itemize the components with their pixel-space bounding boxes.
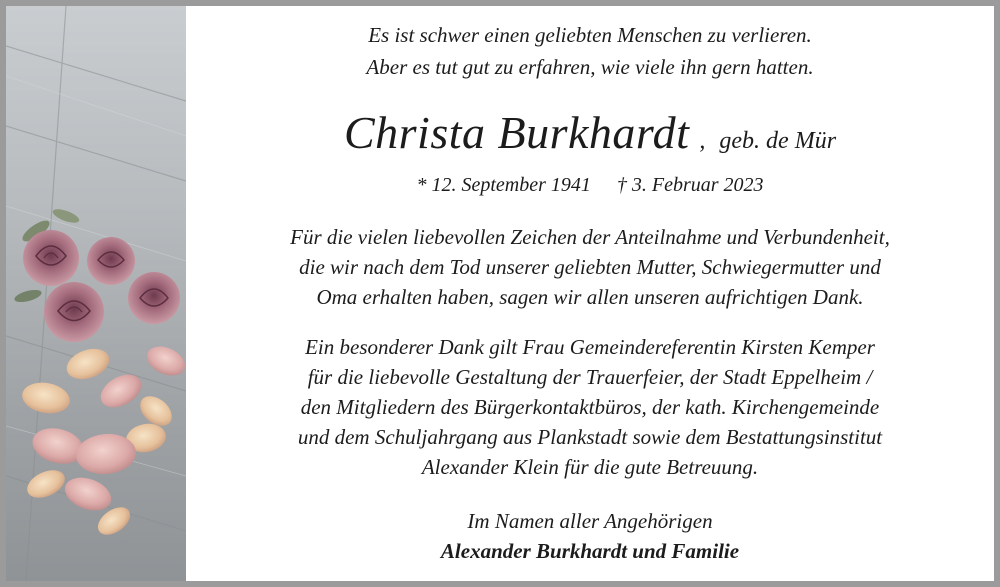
obituary-card [6, 6, 994, 581]
special-thanks-line-1: Ein besonderer Dank gilt Frau Gemeindereferentin Kirsten Kemper [305, 335, 875, 359]
verse-line-2: Aber es tut gut zu erfahren, wie viele ihn gern hatten. [366, 55, 814, 79]
rose-3 [128, 272, 180, 324]
special-thanks-line-3: den Mitgliedern des Bürgerkontaktbüros, der kath. Kirchengemeinde [300, 395, 880, 419]
rose-2 [87, 237, 135, 285]
rose-petals-photo [6, 6, 186, 581]
thanks-line-3: Oma erhalten haben, sagen wir allen unseren aufrichtigen Dank. [316, 285, 864, 309]
rose-4 [44, 282, 104, 342]
thanks-line-2: die wir nach dem Tod unserer geliebten Mutter, Schwiegermutter und [299, 255, 881, 279]
life-dates [186, 170, 994, 200]
special-thanks-line-4: und dem Schuljahrgang aus Plankstadt sowie dem Bestattungsinstitut [297, 425, 883, 449]
maiden-name: geb. de Mür [719, 128, 837, 154]
name-comma: , [699, 128, 706, 154]
obituary-text [186, 6, 994, 581]
death-date: † 3. Februar 2023 [616, 174, 764, 196]
deceased-name: Christa Burkhardt [343, 107, 690, 158]
verse-line-1: Es ist schwer einen geliebten Menschen zu verlieren. [368, 23, 812, 47]
deceased-name-row [186, 106, 994, 159]
rose-1 [23, 230, 79, 286]
rose-petals-illustration [6, 6, 186, 581]
special-thanks-line-5: Alexander Klein für die gute Betreuung. [421, 455, 759, 479]
thanks-line-1: Für die vielen liebevollen Zeichen der Anteilnahme und Verbundenheit, [290, 225, 890, 249]
closing-line: Im Namen aller Angehörigen [467, 509, 713, 533]
special-thanks-line-2: für die liebevolle Gestaltung der Trauerfeier, der Stadt Eppelheim / [307, 365, 873, 389]
signature: Alexander Burkhardt und Familie [440, 539, 740, 563]
birth-date: * 12. September 1941 [416, 174, 591, 196]
